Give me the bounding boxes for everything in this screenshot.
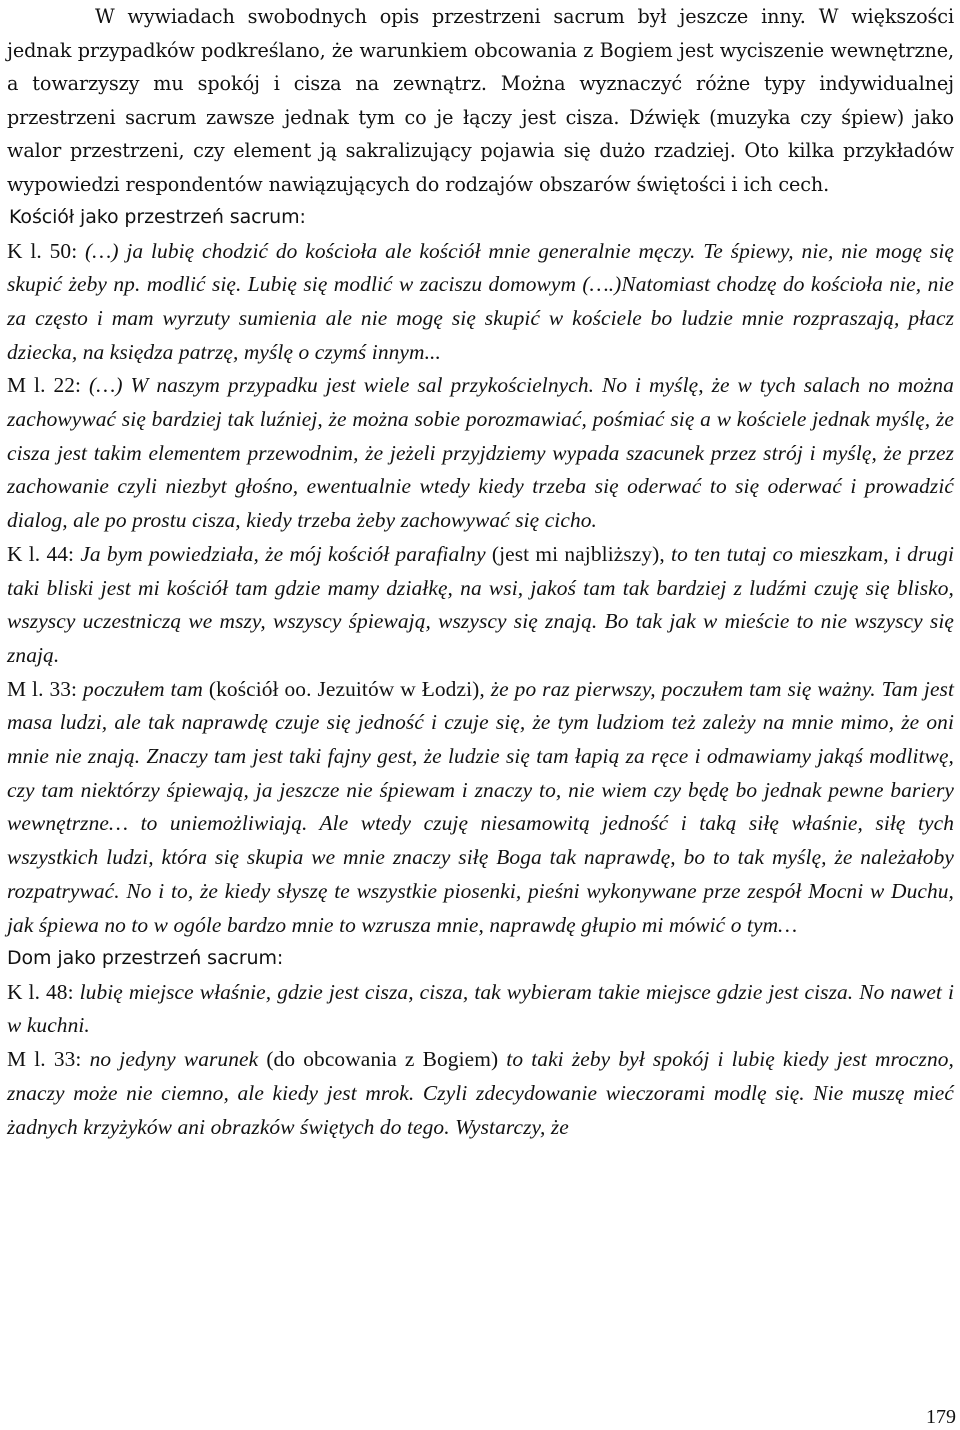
page-number: 179 xyxy=(926,1406,956,1428)
quote-interjection: (kościół oo. Jezuitów w Łodzi) xyxy=(208,676,480,701)
quote-speaker: M l. 33: xyxy=(7,1047,90,1072)
quote-k48 xyxy=(7,976,954,1043)
quote-speaker: M l. 33: xyxy=(7,676,84,701)
quote-text-part: to ten tutaj co mieszkam, i drugi taki bliski jest mi kościół tam gdzie mamy działkę, na wsi, jakoś tam tak bardziej z ludźmi czuję się blisko, wszyscy uczestniczą we mszy, wszyscy śpiewają, wszyscy się znają. Bo tak jak w mieście to nie wszyscy się znają. xyxy=(7,541,954,667)
quote-text: lubię miejsce właśnie, gdzie jest cisza, cisza, tak wybieram takie miejsce gdzie jest cisza. No nawet i w kuchni. xyxy=(7,979,954,1038)
quote-text-part: poczułem tam xyxy=(83,676,209,701)
quote-m33-home xyxy=(7,1043,954,1144)
quote-text-part: no jedyny warunek xyxy=(89,1047,267,1072)
section-heading-church: Kościół jako przestrzeń sacrum: xyxy=(9,206,306,228)
quote-speaker: K l. 44: xyxy=(7,541,81,566)
quote-interjection: (do obcowania z Bogiem) xyxy=(266,1047,507,1072)
quote-text-part: Ja bym powiedziała, że mój kościół parafialny xyxy=(80,541,492,566)
quote-k44 xyxy=(7,538,954,673)
quote-interjection: (jest mi najbliższy), xyxy=(491,541,672,566)
quote-text-part: , że po raz pierwszy, poczułem tam się ważny. Tam jest masa ludzi, ale tak naprawdę czuje się jedność i czuje się, że tym ludziom też zależy na mnie mimo, że oni mnie nie znają. Znaczy tam jest taki fajny gest, że ludzie się tam łapią za ręce i odmawiamy jakąś modlitwę, czy tam niektórzy śpiewają, ja jeszcze nie śpiewam i znaczy to, nie wiem czy będę bo jednak pewne bariery wewnętrzne… to uniemożliwiają. Ale wtedy czuję niesamowitą jedność i taką siłę właśnie, siłę tych wszystkich ludzi, która się skupia we mnie znaczy siłę Boga tak naprawdę, bo to tak myślę, że należałoby rozpatrywać. No i to, że kiedy słyszę te wszystkie piosenki, pieśni wykonywane prze zespół Mocni w Duchu, jak śpiewa no to w ogóle bardzo mnie to wzrusza mnie, naprawdę głupio mi mówić o tym… xyxy=(7,676,955,937)
quote-speaker: K l. 50: xyxy=(7,238,86,263)
quote-speaker: K l. 48: xyxy=(7,979,80,1004)
quote-k50 xyxy=(7,235,954,370)
quote-speaker: M l. 22: xyxy=(7,373,89,398)
section-heading-home: Dom jako przestrzeń sacrum: xyxy=(7,947,284,970)
quote-text: (…) ja lubię chodzić do kościoła ale kościół mnie generalnie męczy. Te śpiewy, nie, nie mogę się skupić żeby np. modlić się. Lubię się modlić w zaciszu domowym (….)Natomiast chodzę do kościoła nie, nie za często i mam wyrzuty sumienia ale nie mogę się skupić w kościele bo ludzie mnie rozpraszają, płacz dziecka, na księdza patrzę, myślę o czymś innym... xyxy=(7,238,954,364)
quote-m22 xyxy=(7,369,954,538)
body-text xyxy=(7,0,954,1144)
quote-text: (…) W naszym przypadku jest wiele sal przykościelnych. No i myślę, że w tych salach no można zachowywać się bardziej tak luźniej, że można sobie porozmawiać, pośmiać się a w kościele jednak myślę, że cisza jest takim elementem przewodnim, że jeżeli przyjdziemy wypada szacunek przez strój i myślę, że przez zachowanie czyli niezbyt głośno, ewentualnie wtedy kiedy trzeba się oderwać to się oderwać i prowadzić dialog, ale po prostu cisza, kiedy trzeba żeby zachowywać się cicho. xyxy=(7,373,954,533)
intro-paragraph: W wywiadach swobodnych opis przestrzeni sacrum był jeszcze inny. W większości jednak przypadków podkreślano, że warunkiem obcowania z Bogiem jest wyciszenie wewnętrzne, a towarzyszy mu spokój i cisza na zewnątrz. Można wyznaczyć różne typy indywidualnej przestrzeni sacrum zawsze jednak tym co je łączy jest cisza. Dźwięk (muzyka czy śpiew) jako walor przestrzeni, czy element ją sakralizujący pojawia się dużo rzadziej. Oto kilka przykładów wypowiedzi respondentów nawiązujących do rodzajów obszarów świętości i ich cech. xyxy=(7,5,954,196)
quote-text-part: to taki żeby był spokój i lubię kiedy jest mroczno, znaczy może nie ciemno, ale kiedy jest mrok. Czyli zdecydowanie wieczorami modlę się. Nie muszę mieć żadnych krzyżyków ani obrazków świętych do tego. Wystarczy, że xyxy=(7,1047,954,1139)
quote-m33-church xyxy=(7,673,954,943)
